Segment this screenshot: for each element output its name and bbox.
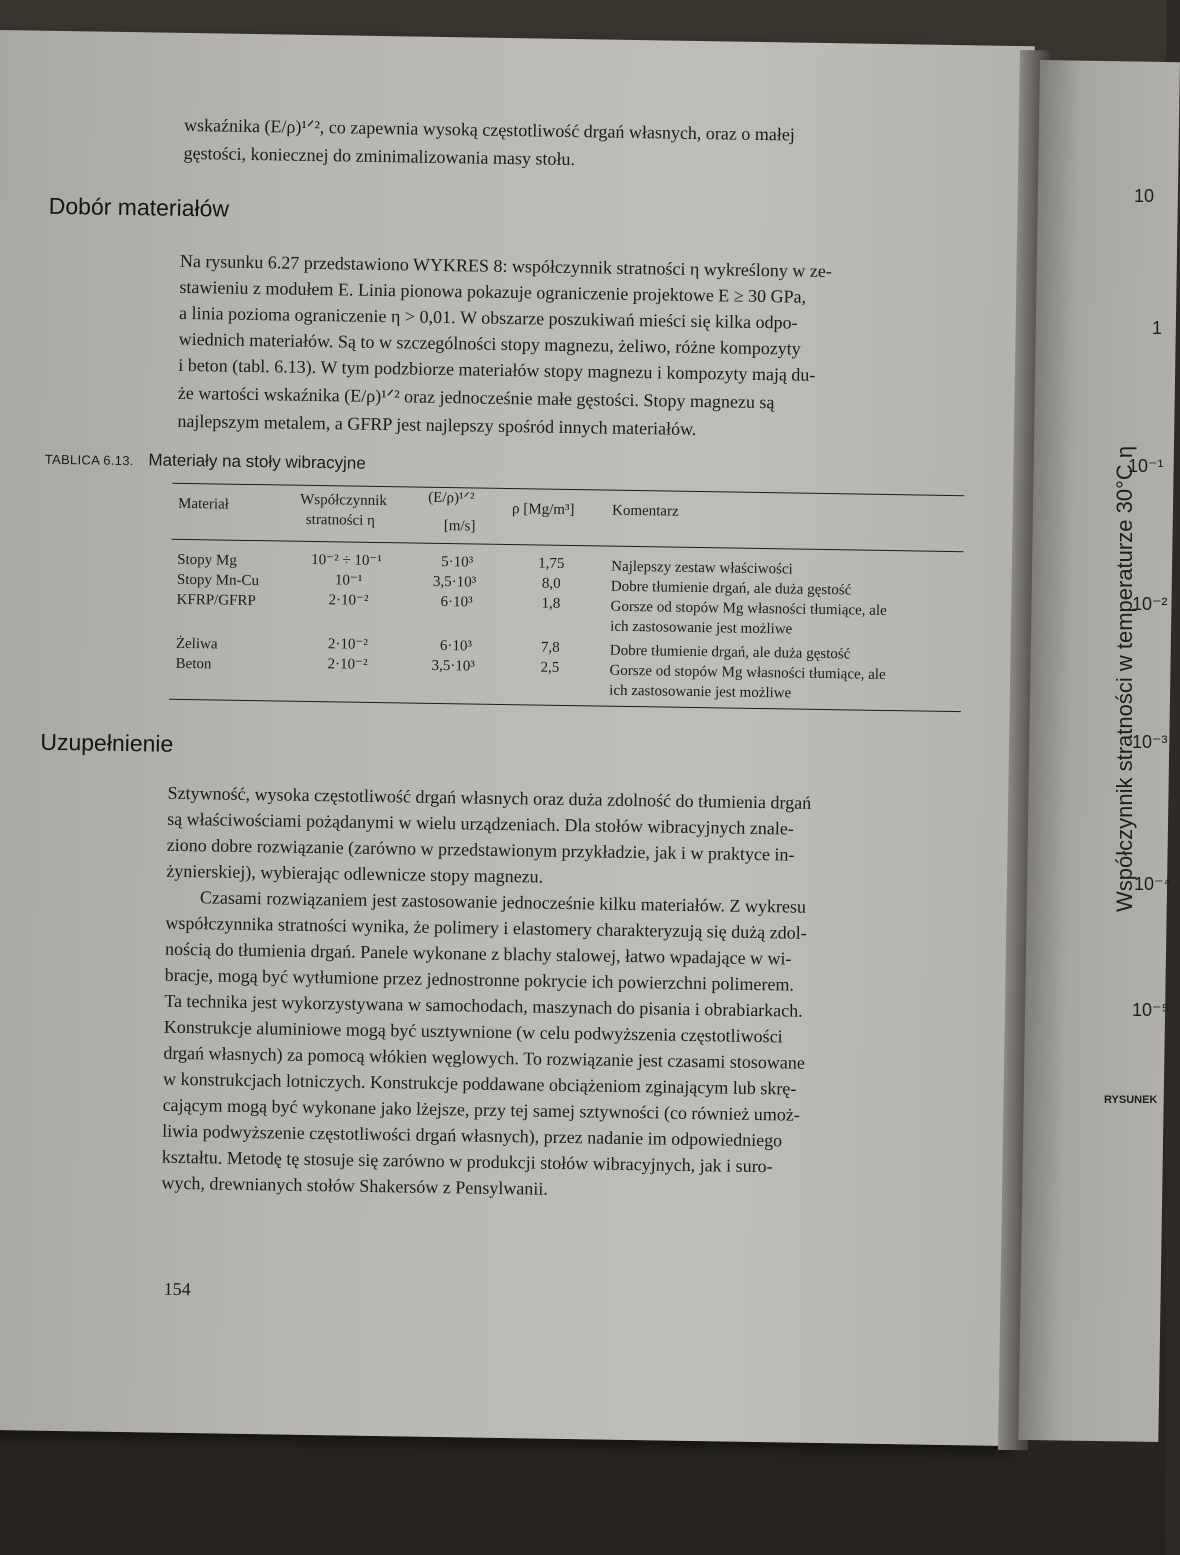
right-page-tick-6: 10⁻⁴ (1134, 874, 1172, 894)
cell-comment: Dobre tłumienie drgań, ale duża gęstość (610, 578, 852, 599)
right-page-tick-4: 10⁻² (1132, 594, 1168, 614)
intro-line-1: wskaźnika (E/ρ)¹ᐟ², co zapewnia wysoką częstotliwość drgań własnych, oraz o małej (183, 114, 796, 145)
cell-material: KFRP/GFRP (176, 591, 256, 610)
table-caption-title: Materiały na stoły wibracyjne (148, 450, 366, 473)
section-heading-uzupelnienie: Uzupełnienie (40, 728, 174, 757)
th-density: ρ [Mg/m³] (511, 501, 575, 519)
cell-comment: Gorsze od stopów Mg własności tłumiące, ale (609, 662, 886, 683)
section2-para2-line-8: w konstrukcjach lotniczych. Konstrukcje poddawane obciążeniom zginającym lub skrę- (162, 1068, 797, 1099)
section1-line-2: stawieniu z modułem E. Linia pionowa pokazuje ograniczenie projektowe E ≥ 30 GPa, (179, 276, 807, 307)
th-index-line1: (E/ρ)¹ᐟ² (428, 489, 475, 507)
section1-line-4: wiednich materiałów. Są to w szczególności stopy magnezu, żeliwo, różne kompozyty (178, 328, 801, 359)
section2-para2-line-11: kształtu. Metodę tę stosuje się zarówno w produkcji stołów wibracyjnych, jak i suro- (161, 1146, 773, 1177)
cell-density: 1,75 (538, 555, 565, 572)
table-header-rule (172, 539, 964, 552)
cell-comment-continued: ich zastosowanie jest możliwe (609, 682, 792, 702)
cell-index: 3,5·10³ (432, 573, 477, 591)
table-caption-prefix: TABLICA 6.13. (44, 451, 134, 469)
section1-line-6: że wartości wskaźnika (E/ρ)¹ᐟ² oraz jednocześnie małe gęstości. Stopy magnezu są (177, 382, 775, 413)
cell-loss: 2·10⁻² (328, 592, 369, 609)
section2-para2-line-7: drgań własnych) za pomocą włókien węglowych. To rozwiązanie jest czasami stosowane (163, 1042, 805, 1073)
section2-para2-line-1: Czasami rozwiązaniem jest zastosowanie jednocześnie kilku materiałów. Z wykresu (199, 887, 807, 917)
section-heading-dobor: Dobór materiałów (48, 192, 230, 222)
th-loss-line1: Współczynnik (300, 491, 387, 510)
section2-para2-line-4: bracje, mogą być wytłumione przez jednostronne pokrycie ich powierzchni polimerem. (164, 964, 795, 995)
section2-para2-line-12: wych, drewnianych stołów Shakersów z Pensylwanii. (161, 1172, 548, 1199)
section2-para2-line-10: liwia podwyższenie częstotliwości drgań własnych), przez nadanie im odpowiedniego (162, 1120, 783, 1151)
cell-density: 1,8 (541, 595, 561, 612)
table-bottom-rule (169, 699, 961, 712)
section2-para1-line-3: ziono dobre rozwiązanie (zarówno w przedstawionym przykładzie, jak i w praktyce in- (166, 834, 795, 865)
cell-material: Żeliwa (175, 635, 218, 653)
cell-material: Beton (175, 655, 212, 673)
right-page-tick-5: 10⁻³ (1132, 732, 1168, 752)
cell-material: Stopy Mn-Cu (176, 571, 260, 590)
th-loss-line2: stratności η (305, 511, 376, 529)
cell-loss: 2·10⁻² (327, 656, 368, 673)
cell-comment-continued: ich zastosowanie jest możliwe (610, 618, 793, 638)
cell-index: 3,5·10³ (431, 657, 475, 675)
cell-comment: Dobre tłumienie drgań, ale duża gęstość (609, 642, 851, 663)
right-page-caption-fragment: RYSUNEK (1104, 1094, 1158, 1106)
cell-material: Stopy Mg (177, 551, 237, 569)
table-top-rule (172, 483, 964, 496)
cell-index: 5·10³ (441, 554, 474, 571)
cell-loss: 10⁻² ÷ 10⁻¹ (311, 551, 382, 570)
cell-index: 6·10³ (439, 637, 473, 655)
table-caption (45, 449, 366, 474)
section2-para2-line-9: cającym mogą być wykonane jako lżejsze, przy tej samej sztywności (co również umoż- (162, 1094, 801, 1125)
cell-comment: Najlepszy zestaw właściwości (611, 558, 793, 578)
section2-para1-line-1: Sztywność, wysoka częstotliwość drgań własnych oraz duża zdolność do tłumienia drgań (167, 782, 812, 813)
right-page-tick-7: 10⁻⁵ (1132, 1000, 1169, 1020)
th-comment: Komentarz (611, 502, 679, 520)
right-page-tick-1: 10 (1134, 186, 1155, 206)
right-page-tick-2: 1 (1152, 318, 1163, 338)
cell-density: 7,8 (540, 639, 560, 656)
section2-para2-line-2: współczynnika stratności wynika, że polimery i elastomery charakteryzują się dużą zdol- (165, 912, 807, 943)
cell-comment: Gorsze od stopów Mg własności tłumiące, ale (610, 598, 887, 620)
section2-para2-line-6: Konstrukcje aluminiowe mogą być usztywnione (w celu podwyższenia częstotliwości (163, 1016, 783, 1047)
cell-density: 2,5 (540, 659, 560, 676)
right-page-axis-label: Współczynnik stratności w temperaturze 30°C η (1112, 445, 1137, 912)
cell-index: 6·10³ (440, 593, 473, 611)
section2-para2-line-3: nością do tłumienia drgań. Panele wykonane z blachy stalowej, łatwo wpadające w wi- (164, 938, 792, 969)
th-index-line2: [m/s] (443, 518, 476, 535)
cell-loss: 10⁻¹ (334, 572, 363, 589)
intro-line-2: gęstości, koniecznej do zminimalizowania masy stołu. (183, 142, 576, 170)
section1-line-1: Na rysunku 6.27 przedstawiono WYKRES 8: współczynnik stratności η wykreślony w ze- (179, 250, 832, 282)
section1-line-3: a linia pozioma ograniczenie η > 0,01. W obszarze poszukiwań mieści się kilka odpo- (178, 302, 798, 333)
section2-para1-line-2: są właściwościami pożądanymi w wielu urządzeniach. Dla stołów wibracyjnych znale- (167, 808, 795, 839)
section2-para1-line-4: żynierskiej), wybierając odlewnicze stopy magnezu. (166, 860, 544, 887)
cell-density: 8,0 (541, 575, 561, 592)
section1-line-7: najlepszym metalem, a GFRP jest najlepszy spośród innych materiałów. (177, 410, 697, 439)
section1-line-5: i beton (tabl. 6.13). W tym podzbiorze materiałów stopy magnezu i kompozyty mają du- (178, 354, 816, 385)
page-number: 154 (163, 1278, 191, 1300)
right-page-tick-3: 10⁻¹ (1128, 456, 1164, 476)
th-material: Materiał (177, 495, 230, 513)
cell-loss: 2·10⁻² (327, 636, 368, 653)
section2-para2-line-5: Ta technika jest wykorzystywana w samochodach, maszynach do pisania i obrabiarkach. (164, 990, 803, 1021)
